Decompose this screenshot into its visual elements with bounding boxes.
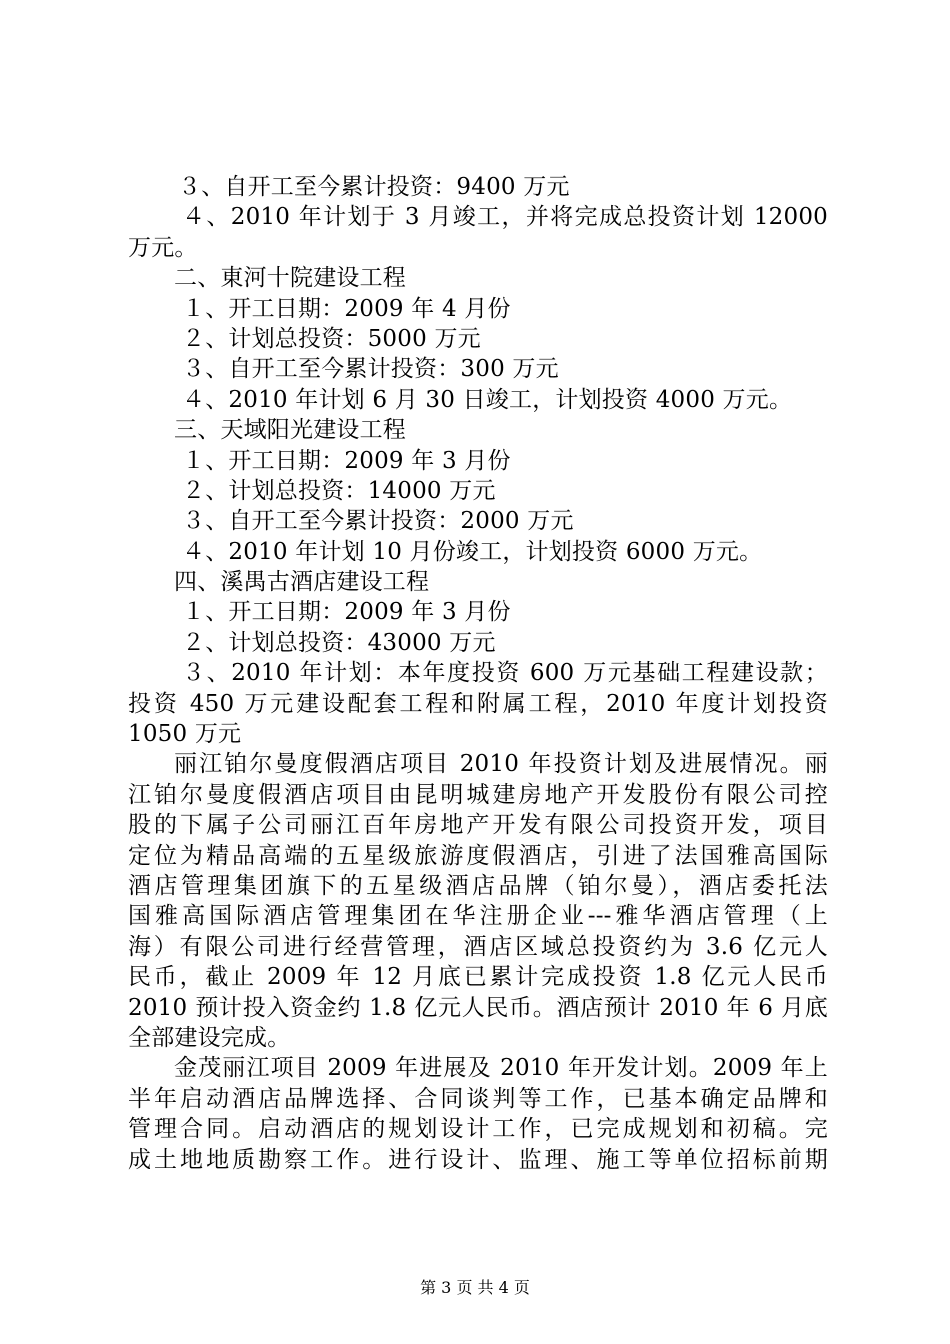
- paragraph-line: 丽江铂尔曼度假酒店项目 2010 年投资计划及进展情况。丽: [174, 751, 828, 778]
- paragraph-line: 2010 预计投入资金约 1.8 亿元人民币。酒店预计 2010 年 6 月底: [128, 994, 828, 1021]
- text-line: 投资 450 万元建设配套工程和附属工程，2010 年度计划投资: [128, 690, 828, 717]
- text-line: ３、自开工至今累计投资：300 万元: [182, 356, 559, 383]
- paragraph-line: 半年启动酒店品牌选择、合同谈判等工作，已基本确定品牌和: [128, 1085, 828, 1112]
- paragraph-line: 全部建设完成。: [128, 1024, 291, 1051]
- paragraph-line: 国雅高国际酒店管理集团在华注册企业---雅华酒店管理（上: [128, 903, 828, 930]
- paragraph-line: 酒店管理集团旗下的五星级酒店品牌（铂尔曼），酒店委托法: [128, 872, 828, 899]
- text-line: 1050 万元: [128, 721, 242, 748]
- section-heading: 二、東河十院建设工程: [174, 265, 406, 292]
- page-footer: 第 3 页 共 4 页: [420, 1278, 530, 1297]
- text-line: ４、2010 年计划 6 月 30 日竣工，计划投资 4000 万元。: [182, 386, 793, 413]
- text-line: ３、自开工至今累计投资：9400 万元: [178, 174, 570, 200]
- paragraph-line: 定位为精品高端的五星级旅游度假酒店，引进了法国雅高国际: [128, 842, 828, 869]
- document-body: [128, 172, 828, 1175]
- text-line: ３、2010 年计划：本年度投资 600 万元基础工程建设款；: [182, 660, 828, 687]
- paragraph-line: 民币，截止 2009 年 12 月底已累计完成投资 1.8 亿元人民币: [128, 964, 828, 991]
- paragraph-line: 成土地地质勘察工作。进行设计、监理、施工等单位招标前期: [128, 1146, 828, 1173]
- text-line: ２、计划总投资：43000 万元: [182, 629, 496, 656]
- text-line: １、开工日期：2009 年 4 月份: [182, 295, 511, 322]
- text-line: １、开工日期：2009 年 3 月份: [182, 599, 511, 626]
- paragraph-line: 股的下属子公司丽江百年房地产开发有限公司投资开发，项目: [128, 812, 828, 839]
- text-line: 万元。: [128, 234, 198, 261]
- text-line: ２、计划总投资：14000 万元: [182, 477, 496, 504]
- text-line: １、开工日期：2009 年 3 月份: [182, 447, 511, 474]
- text-line: ３、自开工至今累计投资：2000 万元: [182, 508, 574, 535]
- paragraph-line: 江铂尔曼度假酒店项目由昆明城建房地产开发股份有限公司控: [128, 781, 828, 808]
- section-heading: 四、溪禺古酒店建设工程: [174, 569, 430, 596]
- paragraph-line: 海）有限公司进行经营管理，酒店区域总投资约为 3.6 亿元人: [128, 933, 828, 960]
- section-heading: 三、天域阳光建设工程: [174, 417, 406, 444]
- text-line: ４、2010 年计划 10 月份竣工，计划投资 6000 万元。: [182, 538, 763, 565]
- paragraph-line: 管理合同。启动酒店的规划设计工作，已完成规划和初稿。完: [128, 1116, 828, 1143]
- paragraph-line: 金茂丽江项目 2009 年进展及 2010 年开发计划。2009 年上: [174, 1055, 828, 1082]
- text-line: ２、计划总投资：5000 万元: [182, 325, 481, 352]
- text-line: ４、2010 年计划于 3 月竣工，并将完成总投资计划 12000: [182, 204, 828, 231]
